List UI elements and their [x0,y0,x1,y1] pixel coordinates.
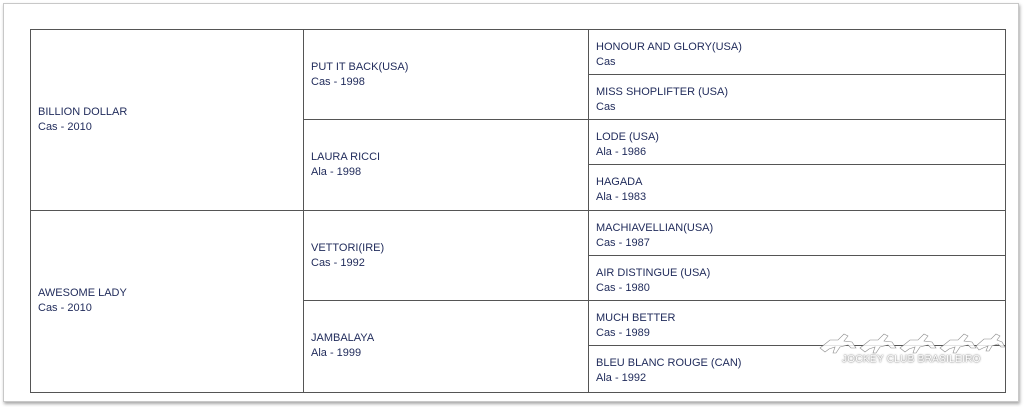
g3-info-6: Cas - 1980 [596,282,650,294]
g3-name-2: MISS SHOPLIFTER (USA) [596,86,729,98]
jockey-club-watermark [816,328,1006,374]
racehorse-logo-icon [816,328,1006,356]
dam-sire-name: VETTORI(IRE) [311,242,385,254]
watermark-text: JOCKEY CLUB BRASILEIRO [842,354,981,365]
sire-name: BILLION DOLLAR [38,106,128,118]
dam-sire-info: Cas - 1992 [311,257,365,269]
sire-dam-cell [304,120,589,211]
g3-name-1: HONOUR AND GLORY(USA) [596,41,742,53]
dam-cell [31,211,304,392]
dam-dam-cell [304,301,589,392]
g3-info-4: Ala - 1983 [596,191,647,203]
g3-info-3: Ala - 1986 [596,146,647,158]
g3-cell-5 [589,211,1005,256]
g3-cell-6 [589,256,1005,301]
sire-cell [31,30,304,211]
g3-cell-2 [589,75,1005,120]
g3-name-3: LODE (USA) [596,131,659,143]
g3-cell-3 [589,120,1005,165]
dam-info: Cas - 2010 [38,302,92,314]
g3-cell-1 [589,30,1005,75]
dam-dam-name: JAMBALAYA [311,332,375,344]
g3-info-5: Cas - 1987 [596,237,650,249]
g3-info-2: Cas [596,101,616,113]
g3-name-8: BLEU BLANC ROUGE (CAN) [596,357,742,369]
sire-sire-cell [304,30,589,120]
sire-info: Cas - 2010 [38,121,92,133]
dam-name: AWESOME LADY [38,287,127,299]
pedigree-panel [3,3,1019,402]
dam-sire-cell [304,211,589,301]
g3-info-1: Cas [596,56,616,68]
sire-dam-info: Ala - 1998 [311,166,362,178]
g3-cell-4 [589,165,1005,211]
sire-sire-info: Cas - 1998 [311,76,365,88]
dam-dam-info: Ala - 1999 [311,347,362,359]
g3-info-7: Cas - 1989 [596,327,650,339]
sire-dam-name: LAURA RICCI [311,151,381,163]
sire-sire-name: PUT IT BACK(USA) [311,61,409,73]
g3-name-6: AIR DISTINGUE (USA) [596,267,711,279]
g3-name-7: MUCH BETTER [596,312,676,324]
g3-name-5: MACHIAVELLIAN(USA) [596,222,714,234]
g3-info-8: Ala - 1992 [596,372,647,384]
g3-name-4: HAGADA [596,176,643,188]
